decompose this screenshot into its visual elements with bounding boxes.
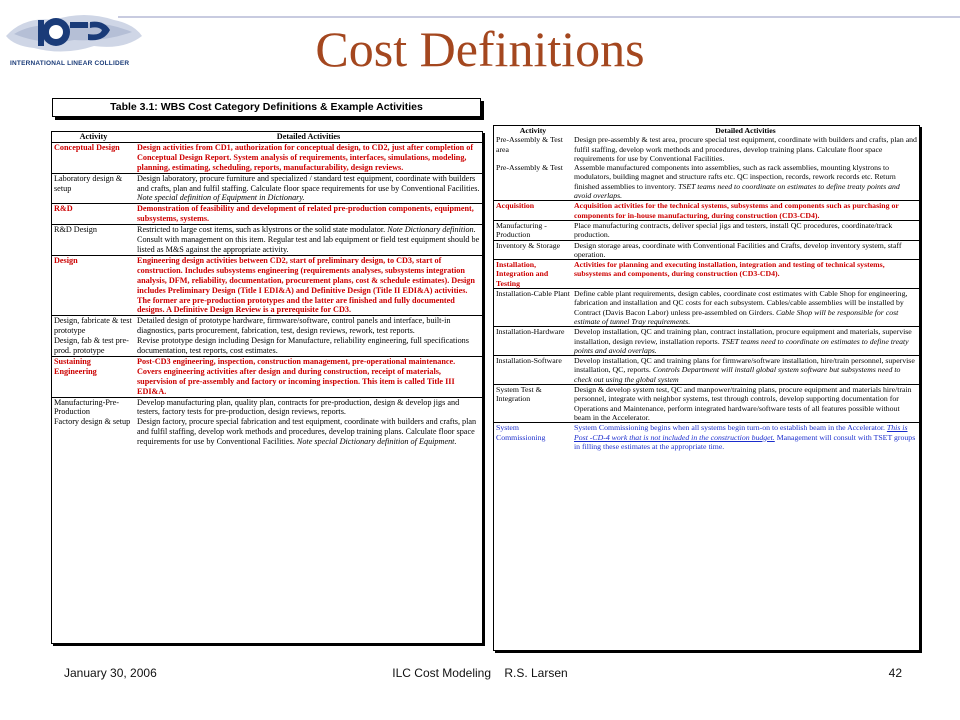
detail-text: Post-CD3 engineering, inspection, construction management, pre-operational maintenance. Covers engineering activities after design and during construction, receipt of materials, supervision of pre-assembly and factory or incoming inspection. This item is called Title III EDI&A. (137, 356, 456, 396)
detail-cell (135, 397, 482, 417)
footer-center: ILC Cost Modeling R.S. Larsen (392, 666, 568, 680)
activity-cell: Design, fabricate & test prototype (52, 316, 135, 336)
activity-cell: Pre-Assembly & Test area (496, 135, 563, 154)
table-row (494, 201, 919, 221)
activity-cell: Installation, Integration and Testing (494, 260, 572, 289)
activity-cell: Manufacturing-Pre-Production (52, 397, 135, 417)
activity-cell: R&D (52, 204, 135, 225)
detail-cell (572, 356, 919, 385)
detail-text: Engineering design activities between CD2, start of preliminary design, to CD3, start of construction. Includes subsystems engineering (requirements analyses, subsystems integration analysis, DFM, reliability, documentation, procurement plans, cost & schedule estimates). Design includes Preliminary Design (Title I EDI&A) and Definitive Design (Title II EDI&A) activities. The former are pre-production prototypes and the latter are finished and fully documented designs. A Definitive Design Review is a prerequisite for CD3. (137, 255, 475, 315)
detail-text: Define cable plant requirements, design cables, coordinate cost estimates with Cable Shop for engineering, fabrication and installation and QC costs for each subsystem. Cables/cable assemblies will be installed by Contract (Davis Bacon Labor) unless pre-assembled on Girders. (574, 289, 908, 317)
detail-text: Consult with management on this item. Regular test and lab equipment or field test equipment should be listed as M&S against the appropriate activity. (137, 235, 480, 254)
detail-text: System Commissioning begins when all systems begin turn-on to establish beam in the Accelerator. (574, 423, 887, 433)
activity-cell: Sustaining Engineering (52, 356, 135, 397)
header-activity: Activity (79, 132, 108, 141)
detail-text: Detailed design of prototype hardware, firmware/software, control panels and interface, built-in diagnostics, parts procurement, fabrication, test, design reviews, rework, test reports. (137, 316, 451, 336)
table-row (494, 240, 919, 260)
detail-text: Design & develop system test, QC and manpower/training plans, procure equipment and materials hire/train personnel, integrate with neighbor systems, test through controls, develop supporting documentation for Operations and Maintenance, perform integrated hardware/software tests of all features possible without beam in the Accelerator. (574, 385, 912, 422)
detail-cell (572, 201, 919, 221)
activity-cell: Inventory & Storage (494, 240, 572, 260)
table-row (494, 135, 919, 163)
right-table (494, 126, 919, 451)
slide-title: Cost Definitions (315, 21, 645, 77)
activity-cell: Acquisition (494, 201, 572, 221)
detail-text: Design laboratory, procure furniture and specialized / standard test equipment, coordinate with builders and crafts, plan and fulfil staffing. Calculate floor space requirements for use by Conventional Facilities. (137, 173, 480, 193)
table-row (52, 173, 482, 204)
detail-cell (572, 260, 919, 289)
detail-cell (135, 142, 482, 173)
detail-text: Revise prototype design including Design for Manufacture, reliability engineering, full specifications documentation, test reports, cost estimates. (137, 336, 469, 356)
detail-cell (572, 385, 919, 423)
left-table-panel (51, 131, 483, 644)
detail-cell (135, 417, 482, 447)
header-activity: Activity (519, 126, 547, 135)
activity-cell: System Commissioning (494, 423, 572, 451)
activity-cell: Pre-Assembly & Test (496, 163, 563, 173)
logo-text: INTERNATIONAL LINEAR COLLIDER (10, 60, 130, 67)
detail-text: Develop installation, QC and training plans for firmware/software installation, hire/train personnel, supervise installation, QC, reports. (574, 356, 915, 375)
table-row (52, 316, 482, 336)
activity-cell: Installation-Hardware (494, 327, 572, 356)
table-row (52, 255, 482, 315)
detail-cell (572, 289, 919, 327)
table-row (494, 220, 919, 240)
table-row (52, 225, 482, 256)
activity-cell: System Test & Integration (494, 385, 572, 423)
detail-cell (572, 220, 919, 240)
table-row (52, 417, 482, 447)
detail-text: Develop installation, QC and training plan, contract installation, procure equipment and materials, supervise installation, design review, installation reports. (574, 327, 912, 346)
detail-cell (135, 336, 482, 356)
detail-text: Assemble manufactured components into assemblies, such as rack assemblies, mounting klystrons to modulators, building magnet and structure rafts etc. QC inspection, records, rework records etc. Return finished assemblies to inventory. (574, 163, 896, 191)
detail-cell (135, 255, 482, 315)
detail-text: Note special Dictionary definition of Equipment. (296, 437, 457, 447)
detail-text: Controls Department will install global system software but subsystems need to check out using the global system (574, 365, 901, 384)
activity-cell: Design, fab & test pre-prod. prototype (54, 336, 129, 356)
detail-text: This is Post -CD-4 work that is not included in the construction budget. (574, 423, 908, 442)
detail-text: Design factory, procure special fabrication and test equipment, coordinate with builders and crafts, plan and fulfil staffing, develop work methods and procedures, develop training plans. Calculate floor space requirements for use by Conventional Facilities. (137, 417, 477, 447)
table-row (494, 327, 919, 356)
activity-cell: R&D Design (52, 225, 135, 256)
table-row (52, 356, 482, 397)
detail-cell (135, 173, 482, 204)
table-title: Table 3.1: WBS Cost Category Definitions & Example Activities (52, 98, 481, 117)
table-row (52, 142, 482, 173)
detail-text: Place manufacturing contracts, deliver special jigs and testers, install QC procedures, coordinate/track production. (574, 220, 893, 240)
detail-text: Note special definition of Equipment in Dictionary. (137, 193, 305, 203)
detail-text: Design activities from CD1, authorization for conceptual design, to CD2, just after completion of Conceptual Design Report. System analysis of requirements, interfaces, simulations, modeling, planning, estimating, scheduling, reports, manufacturability, design reviews. (137, 142, 474, 172)
table-row (494, 289, 919, 327)
detail-text: Note Dictionary definition. (387, 225, 476, 235)
detail-cell (572, 327, 919, 356)
detail-cell (572, 240, 919, 260)
detail-cell (135, 204, 482, 225)
detail-text: Design pre-assembly & test area, procure special test equipment, coordinate with builders and crafts, plan and fulfil staffing, develop work methods and procedures, develop training plans. Calculate floor space requirements for use by Conventional Facilities. (574, 135, 917, 163)
detail-cell (572, 135, 919, 163)
table-row (494, 356, 919, 385)
left-table (52, 132, 482, 447)
detail-text: Management will consult with TSET groups in filling these estimates at the appropriate time. (574, 432, 916, 451)
left-table-body (52, 142, 482, 447)
page-number: 42 (888, 666, 902, 680)
activity-cell: Installation-Cable Plant (494, 289, 572, 327)
detail-text: Design storage areas, coordinate with Conventional Facilities and Crafts, develop inventory system, staff operation. (574, 240, 902, 259)
footer-date: January 30, 2006 (64, 666, 157, 680)
table-row (494, 163, 919, 201)
table-row (52, 336, 482, 356)
activity-cell: Installation-Software (494, 356, 572, 385)
detail-cell (135, 316, 482, 336)
header-detailed-activities: Detailed Activities (276, 132, 341, 141)
activity-cell: Conceptual Design (52, 142, 135, 173)
detail-cell (572, 163, 919, 201)
activity-cell: Design (52, 255, 135, 315)
right-table-panel (493, 125, 920, 651)
top-rule (118, 16, 960, 18)
detail-text: Restricted to large cost items, such as klystrons or the solid state modulator. (137, 225, 388, 235)
table-row (52, 204, 482, 225)
table-row (494, 423, 919, 451)
table-row (494, 385, 919, 423)
detail-text: TSET teams need to coordinate on estimates to define treaty points and avoid overlaps. (574, 336, 909, 355)
detail-cell (135, 225, 482, 256)
detail-text: Activities for planning and executing installation, integration and testing of technical systems, subsystems and components, during construction (CD3-CD4). (574, 260, 885, 279)
table-row (52, 397, 482, 417)
detail-text: Cable Shop will be responsible for cost estimate of tunnel Tray requirements. (574, 307, 899, 326)
right-table-body (494, 135, 919, 451)
detail-cell (135, 356, 482, 397)
activity-cell: Laboratory design & setup (52, 173, 135, 204)
activity-cell: Manufacturing - Production (494, 220, 572, 240)
detail-text: TSET teams need to coordinate on estimates to define treaty points and avoid overlaps. (574, 181, 900, 201)
detail-cell (572, 423, 919, 451)
detail-text: Develop manufacturing plan, quality plan, contracts for pre-production, design & develop jigs and testers, factory tests for pre-production, design reviews, reports. (137, 397, 460, 417)
activity-cell: Factory design & setup (54, 417, 131, 427)
detail-text: Acquisition activities for the technical systems, subsystems and components such as purchasing or components for in-house manufacturing, during construction (CD3-CD4). (574, 201, 899, 220)
header-detailed-activities: Detailed Activities (715, 126, 776, 135)
table-row (494, 260, 919, 289)
detail-text: Demonstration of feasibility and development of related pre-production components, equipment, subsystems, systems. (137, 204, 474, 224)
